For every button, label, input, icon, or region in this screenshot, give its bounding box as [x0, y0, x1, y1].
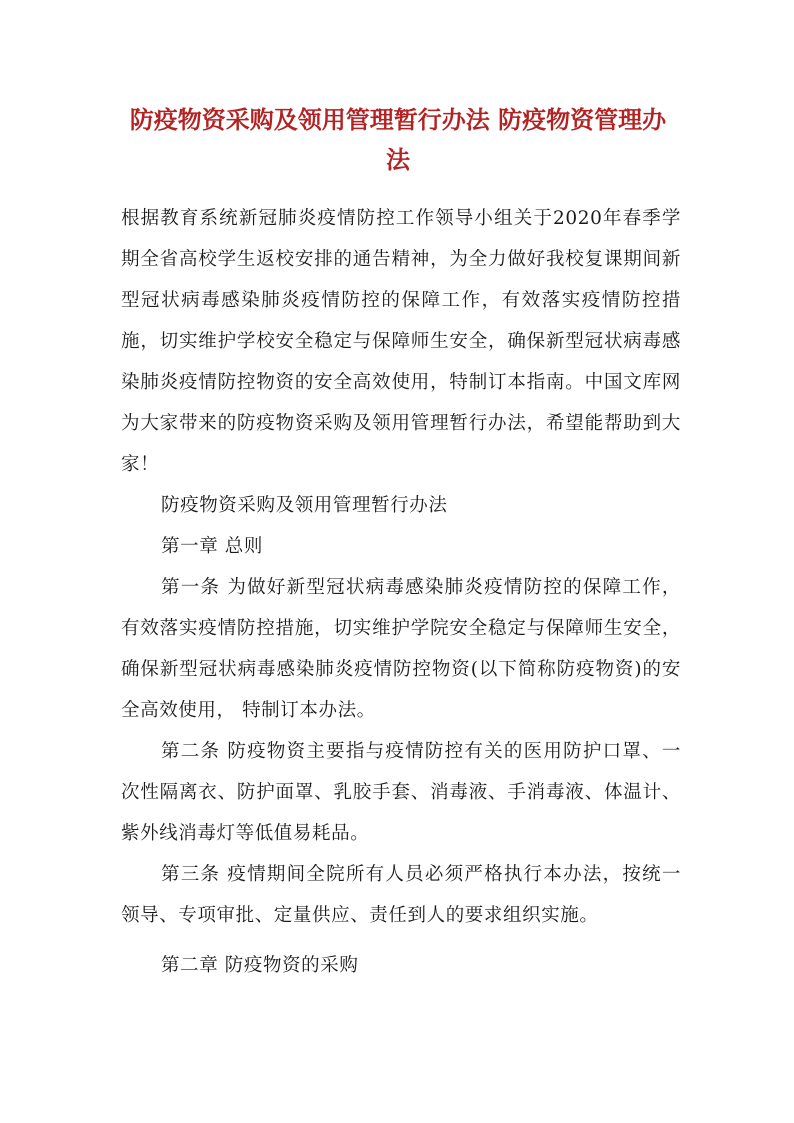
article-1-paragraph: 第一条 为做好新型冠状病毒感染肺炎疫情防控的保障工作，有效落实疫情防控措施，切实维护学院安全稳定与保障师生安全，确保新型冠状病毒感染肺炎疫情防控物资(以下简称防疫物资)的安全高效使用， 特制订本办法。 [121, 577, 681, 721]
chapter-1-heading: 第一章 总则 [161, 536, 263, 557]
chapter-2-heading: 第二章 防疫物资的采购 [161, 955, 359, 976]
subtitle-paragraph: 防疫物资采购及领用管理暂行办法 [161, 495, 448, 516]
article-3-paragraph: 第三条 疫情期间全院所有人员必须严格执行本办法，按统一领导、专项审批、定量供应、责任到人的要求组织实施。 [121, 864, 681, 926]
article-2-paragraph: 第二条 防疫物资主要指与疫情防控有关的医用防护口罩、一次性隔离衣、防护面罩、乳胶手套、消毒液、手消毒液、体温计、紫外线消毒灯等低值易耗品。 [121, 741, 681, 844]
document-title: 防疫物资采购及领用管理暂行办法 防疫物资管理办法 [129, 105, 667, 174]
intro-paragraph: 根据教育系统新冠肺炎疫情防控工作领导小组关于2020年春季学期全省高校学生返校安排的通告精神，为全力做好我校复课期间新型冠状病毒感染肺炎疫情防控的保障工作，有效落实疫情防控措施，切实维护学校安全稳定与保障师生安全，确保新型冠状病毒感染肺炎疫情防控物资的安全高效使用，特制订本指南。中国文库网为大家带来的防疫物资采购及领用管理暂行办法，希望能帮助到大家！ [121, 208, 681, 475]
document-body [121, 198, 681, 986]
